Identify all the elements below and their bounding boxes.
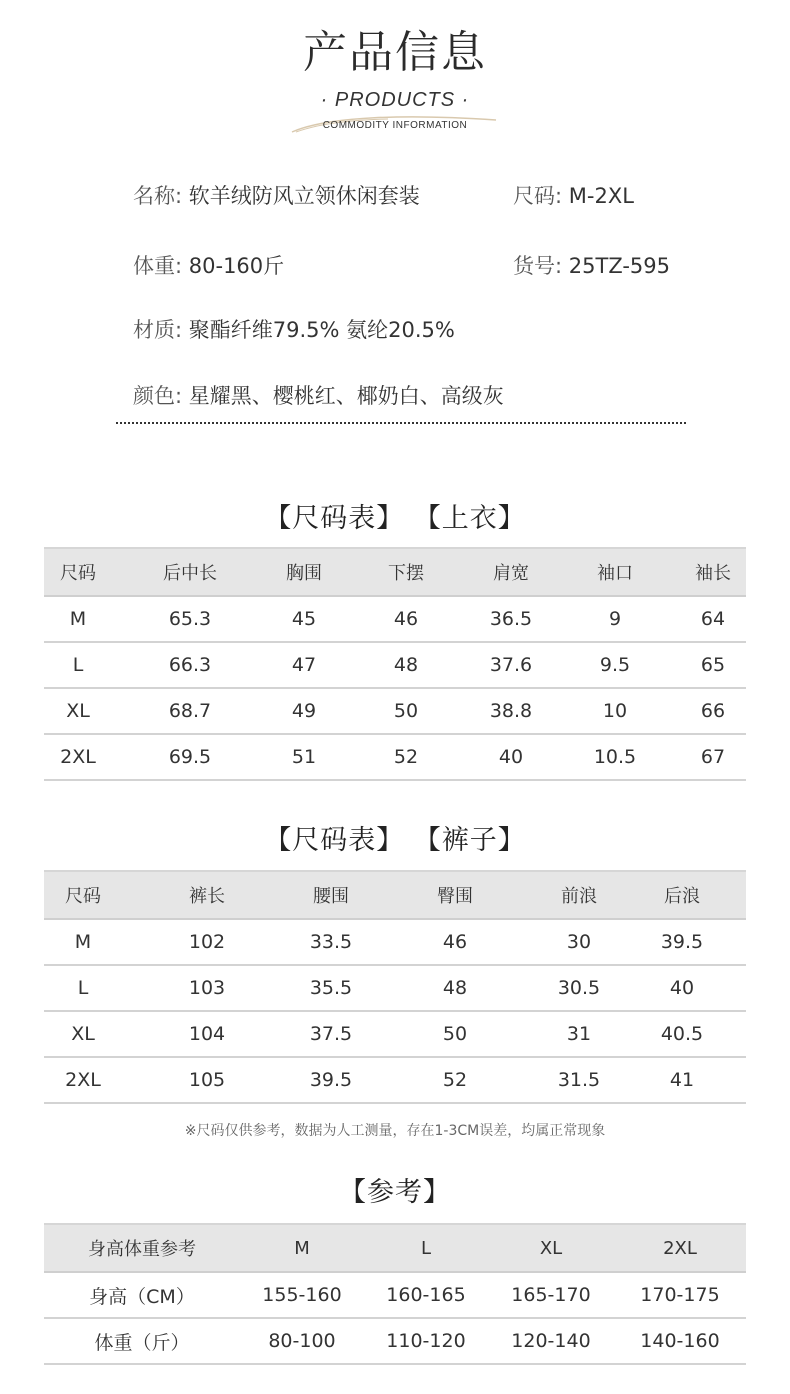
table-header-row	[44, 548, 746, 596]
info-name-value: 软羊绒防风立领休闲套装	[188, 184, 420, 208]
info-sku-value: 25TZ-595	[568, 254, 670, 278]
table-row	[44, 965, 746, 1011]
table-cell: 103	[122, 965, 292, 1011]
table-cell: XL	[44, 688, 112, 734]
table-cell: 35.5	[292, 965, 370, 1011]
table-cell: XL	[44, 1011, 122, 1057]
table-cell: 39.5	[292, 1057, 370, 1103]
col-header: 后浪	[618, 871, 746, 919]
col-header: XL	[488, 1224, 614, 1272]
table-header-row	[44, 1224, 746, 1272]
table-cell: L	[44, 965, 122, 1011]
top-table-title: 【尺码表】 【上衣】	[264, 503, 526, 534]
col-header: L	[364, 1224, 488, 1272]
info-weight	[133, 250, 284, 280]
table-cell: 2XL	[44, 1057, 122, 1103]
table-row	[44, 734, 746, 780]
table-cell: 48	[340, 642, 472, 688]
table-cell: 165-170	[488, 1272, 614, 1318]
col-header: 袖长	[680, 548, 746, 596]
table-row	[44, 688, 746, 734]
table-cell: M	[44, 919, 122, 965]
table-cell: M	[44, 596, 112, 642]
info-sku-label: 货号:	[513, 254, 563, 278]
info-color	[133, 380, 504, 410]
info-material-label: 材质:	[133, 318, 183, 342]
table-cell: 9	[550, 596, 680, 642]
col-header: 胸围	[268, 548, 340, 596]
table-cell: 50	[340, 688, 472, 734]
table-cell: 38.8	[472, 688, 550, 734]
table-cell: 65	[680, 642, 746, 688]
table-cell: 66.3	[112, 642, 268, 688]
page-title: 产品信息	[303, 27, 487, 78]
product-info-header	[0, 0, 790, 140]
table-cell: 102	[122, 919, 292, 965]
table-cell: 140-160	[614, 1318, 746, 1364]
col-header: 肩宽	[472, 548, 550, 596]
pants-size-table	[44, 870, 746, 1104]
table-cell: 160-165	[364, 1272, 488, 1318]
table-cell: 41	[618, 1057, 746, 1103]
info-size-label: 尺码:	[513, 184, 563, 208]
col-header: 下摆	[340, 548, 472, 596]
table-cell: 52	[340, 734, 472, 780]
table-header-row	[44, 871, 746, 919]
table-cell: 67	[680, 734, 746, 780]
table-cell: 9.5	[550, 642, 680, 688]
table-cell: 37.6	[472, 642, 550, 688]
table-cell: 47	[268, 642, 340, 688]
table-cell: 2XL	[44, 734, 112, 780]
table-cell: 69.5	[112, 734, 268, 780]
table-cell: 36.5	[472, 596, 550, 642]
table-cell: 30.5	[540, 965, 618, 1011]
table-cell: 120-140	[488, 1318, 614, 1364]
col-header: 袖口	[550, 548, 680, 596]
info-color-value: 星耀黑、樱桃红、椰奶白、高级灰	[188, 384, 504, 408]
col-header: 裤长	[122, 871, 292, 919]
table-cell: 105	[122, 1057, 292, 1103]
table-cell: 39.5	[618, 919, 746, 965]
info-size-value: M-2XL	[568, 184, 634, 208]
info-weight-label: 体重:	[133, 254, 183, 278]
col-header: 2XL	[614, 1224, 746, 1272]
col-header: 前浪	[540, 871, 618, 919]
reference-table-title: 【参考】	[339, 1177, 451, 1208]
table-cell: 40	[472, 734, 550, 780]
table-cell: 46	[370, 919, 540, 965]
info-name-label: 名称:	[133, 184, 183, 208]
reference-table	[44, 1223, 746, 1365]
col-header: 尺码	[44, 548, 112, 596]
table-cell: 51	[268, 734, 340, 780]
table-row	[44, 596, 746, 642]
info-size	[513, 180, 634, 210]
table-cell: 45	[268, 596, 340, 642]
table-cell: 66	[680, 688, 746, 734]
table-cell: 80-100	[240, 1318, 364, 1364]
table-cell: 体重（斤）	[44, 1318, 240, 1364]
col-header: 身高体重参考	[44, 1224, 240, 1272]
pants-table-title: 【尺码表】 【裤子】	[264, 825, 526, 856]
table-cell: 33.5	[292, 919, 370, 965]
table-cell: 31.5	[540, 1057, 618, 1103]
table-cell: 10.5	[550, 734, 680, 780]
table-cell: 110-120	[364, 1318, 488, 1364]
info-weight-value: 80-160斤	[188, 254, 285, 278]
col-header: 臀围	[370, 871, 540, 919]
table-cell: 37.5	[292, 1011, 370, 1057]
table-cell: 46	[340, 596, 472, 642]
page-sub-subtitle: COMMODITY INFORMATION	[322, 120, 468, 131]
col-header: 后中长	[112, 548, 268, 596]
info-color-label: 颜色:	[133, 384, 183, 408]
table-row	[44, 919, 746, 965]
table-cell: 30	[540, 919, 618, 965]
table-row	[44, 1057, 746, 1103]
table-row	[44, 1318, 746, 1364]
table-row	[44, 1011, 746, 1057]
table-cell: 64	[680, 596, 746, 642]
dotted-divider	[116, 422, 686, 424]
table-cell: 65.3	[112, 596, 268, 642]
info-material	[133, 314, 455, 344]
table-cell: 31	[540, 1011, 618, 1057]
measurement-note: ※尺码仅供参考，数据为人工测量，存在1-3CM误差，均属正常现象	[184, 1123, 606, 1139]
table-cell: 10	[550, 688, 680, 734]
table-cell: L	[44, 642, 112, 688]
info-material-value: 聚酯纤维79.5% 氨纶20.5%	[188, 318, 455, 342]
page-subtitle: · PRODUCTS ·	[320, 89, 470, 111]
table-cell: 170-175	[614, 1272, 746, 1318]
table-cell: 40.5	[618, 1011, 746, 1057]
info-sku	[513, 250, 670, 280]
col-header: 尺码	[44, 871, 122, 919]
table-cell: 52	[370, 1057, 540, 1103]
table-row	[44, 642, 746, 688]
table-cell: 48	[370, 965, 540, 1011]
table-row	[44, 1272, 746, 1318]
table-cell: 68.7	[112, 688, 268, 734]
table-cell: 40	[618, 965, 746, 1011]
col-header: M	[240, 1224, 364, 1272]
table-cell: 49	[268, 688, 340, 734]
table-cell: 50	[370, 1011, 540, 1057]
table-cell: 身高（CM）	[44, 1272, 240, 1318]
col-header: 腰围	[292, 871, 370, 919]
info-name	[133, 180, 420, 210]
table-cell: 104	[122, 1011, 292, 1057]
table-cell: 155-160	[240, 1272, 364, 1318]
top-size-table	[44, 547, 746, 781]
